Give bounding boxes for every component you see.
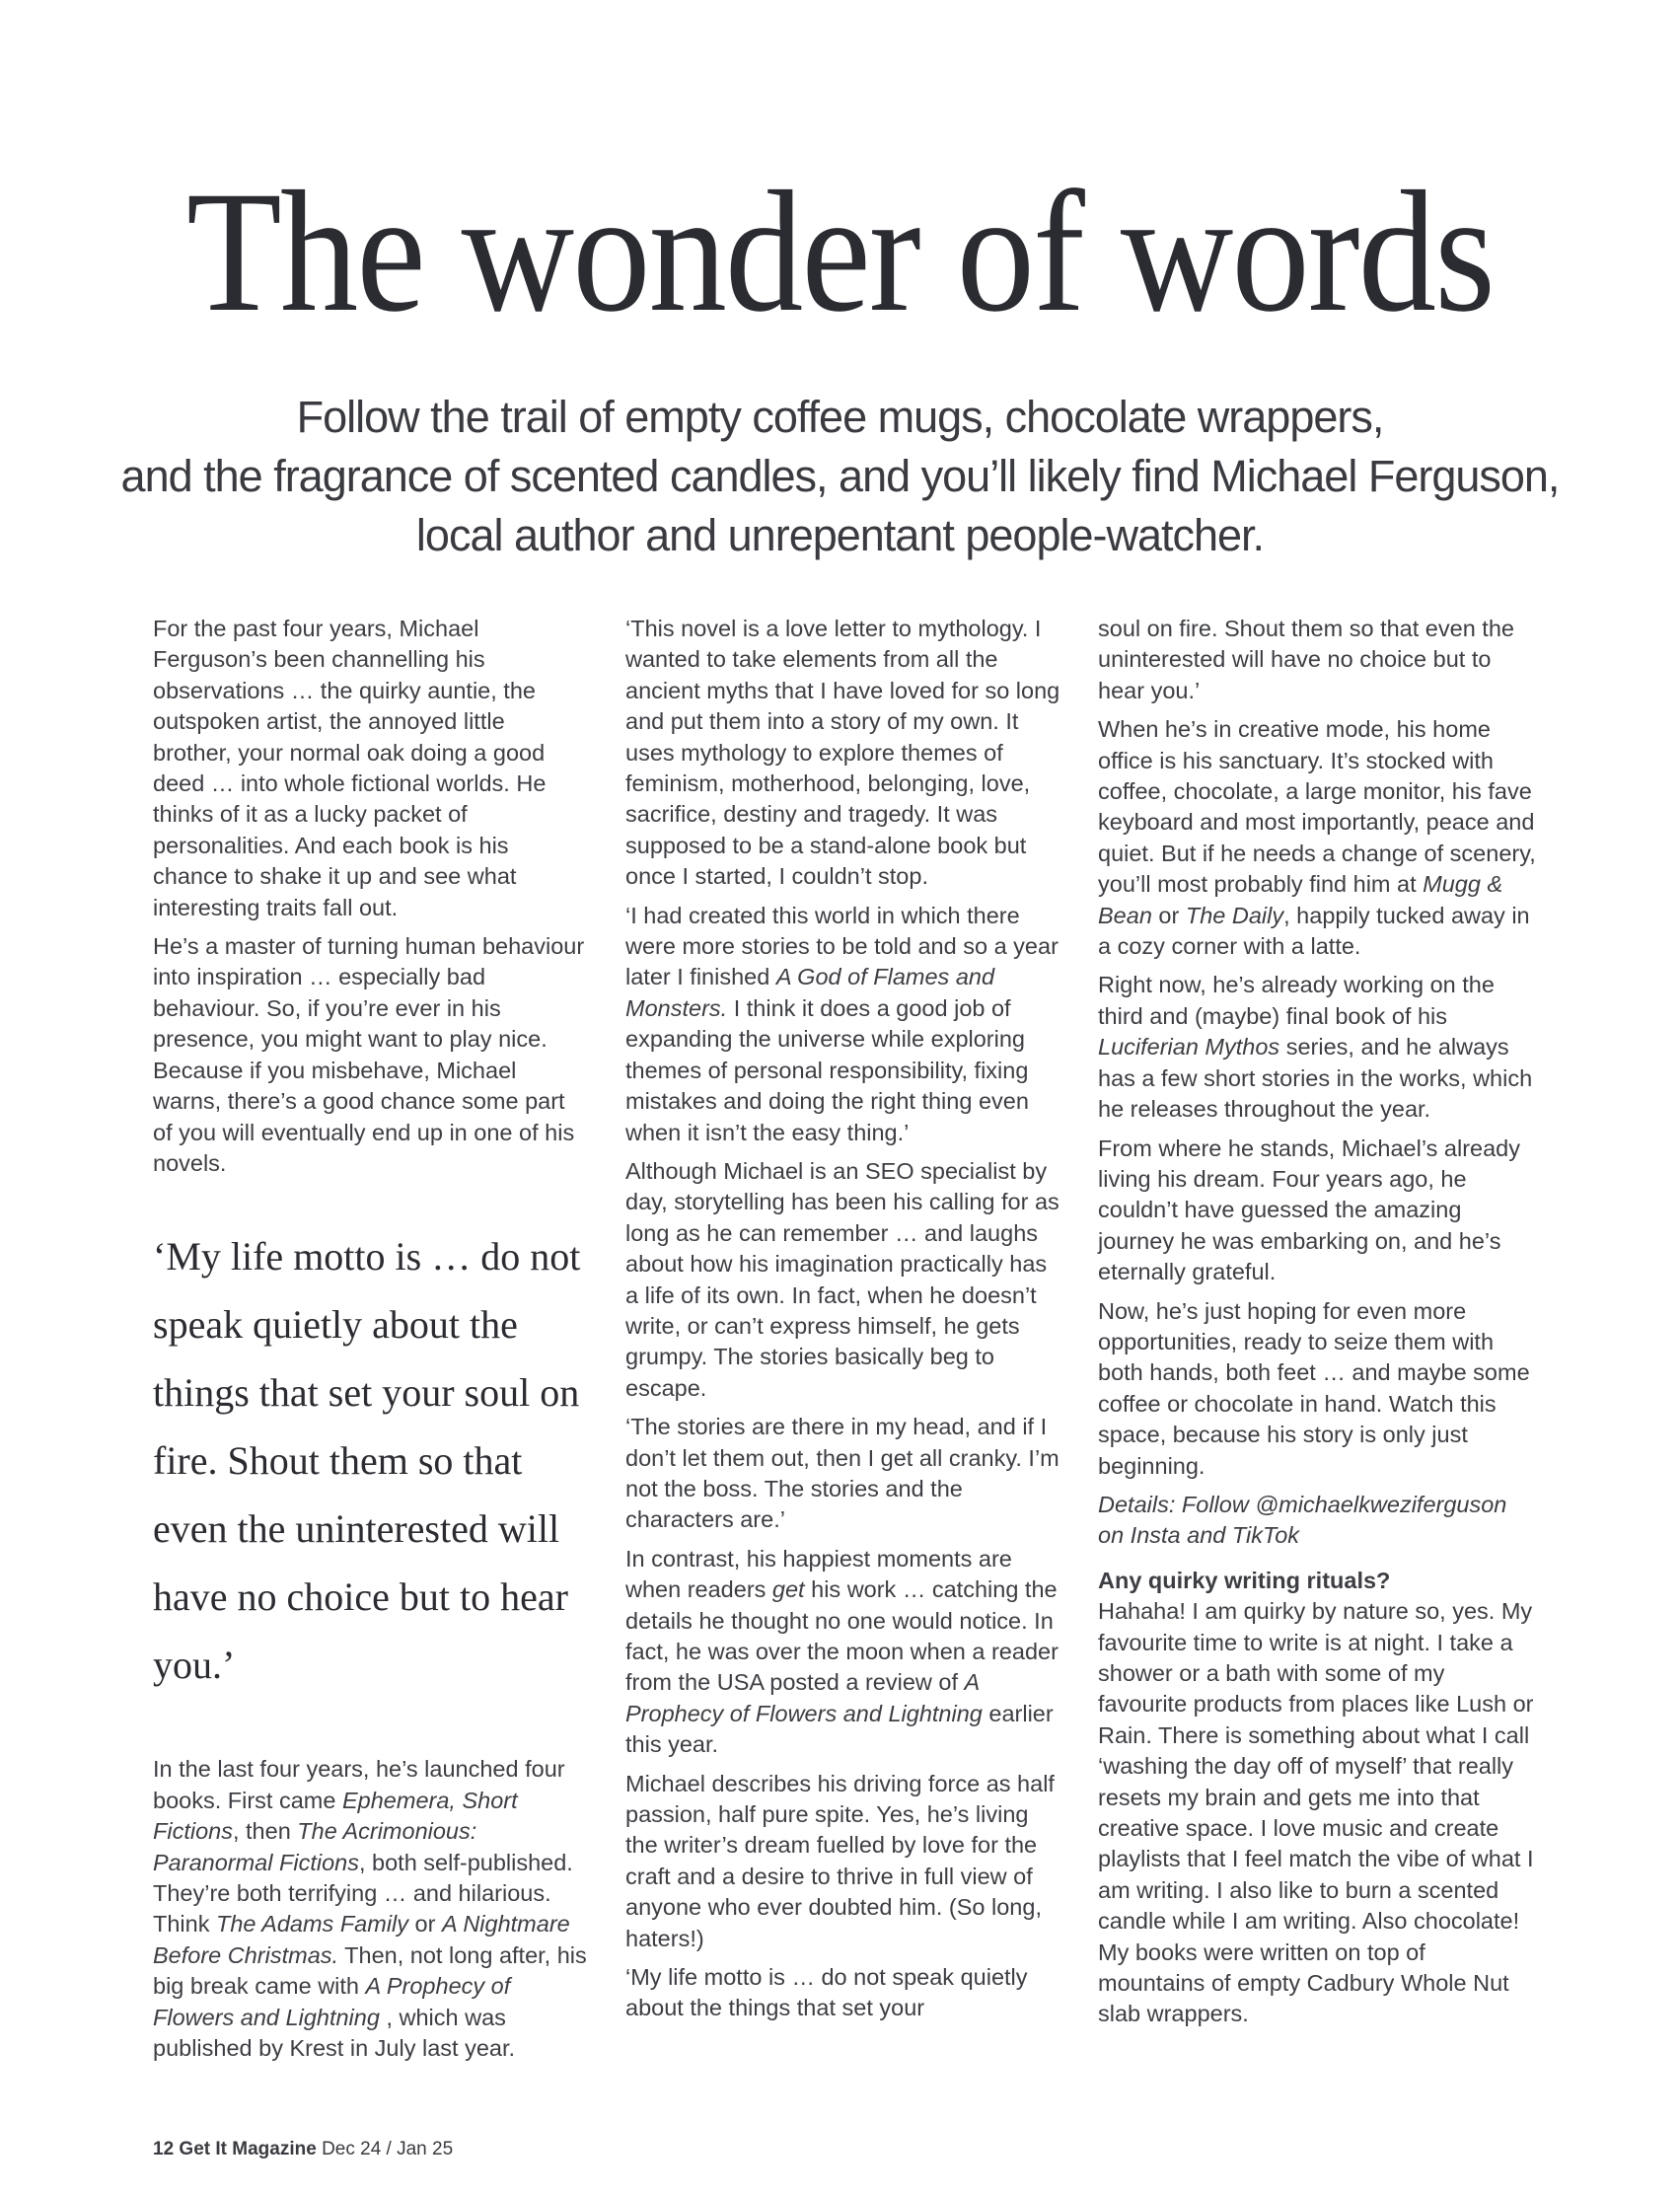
- paragraph: When he’s in creative mode, his home office is his sanctuary. It’s stocked with coffee, chocolate, a large monitor, his fave keyboard and most importantly, peace and quiet. But if he needs a change of scenery, you’ll most probably find him at Mugg & Bean or The Daily, happily tucked away in a cozy corner with a latte.: [1098, 716, 1536, 960]
- paragraph: Although Michael is an SEO specialist by day, storytelling has been his calling for as long as he can remember … and laughs about how his imagination practically has a life of its own. In fact, when he doesn’t write, or can’t express himself, he gets grumpy. The stories basically beg to escape.: [625, 1157, 1059, 1401]
- book-title: Ephemera, Short Fictions: [153, 1787, 518, 1845]
- column-1: [153, 614, 587, 2072]
- book-title: A Prophecy of Flowers and Lightning: [153, 1973, 511, 2030]
- paragraph: In the last four years, he’s launched four books. First came Ephemera, Short Fictions, then The Acrimonious: Paranormal Fictions, both self-published. They’re both terrifying … and hilarious. Think The Adams Family or A Nightmare Before Christmas. Then, not long after, his big break came with A Prophecy of Flowers and Lightning , which was published by Krest in July last year.: [153, 1756, 587, 2061]
- paragraph: ‘The stories are there in my head, and if I don’t let them out, then I get all cranky. I’m not the boss. The stories and the characters are.’: [625, 1414, 1059, 1533]
- standfirst-line: Follow the trail of empty coffee mugs, chocolate wrappers,: [296, 392, 1384, 442]
- paragraph: Now, he’s just hoping for even more opportunities, ready to seize them with both hands, both feet … and maybe some coffee or chocolate in hand. Watch this space, because his story is only just beginning.: [1098, 1297, 1530, 1479]
- standfirst-line: local author and unrepentant people-watcher.: [415, 510, 1265, 560]
- paragraph: Michael describes his driving force as half passion, half pure spite. Yes, he’s living the writer’s dream fuelled by love for the craft and a desire to thrive in full view of anyone who ever doubted him. (So long, haters!): [625, 1770, 1055, 1951]
- place-name: The Daily: [1185, 902, 1284, 928]
- paragraph: soul on fire. Shout them so that even the uninterested will have no choice but to hear you.’: [1098, 616, 1514, 703]
- book-title: The Acrimonious: Paranormal Fictions: [153, 1818, 477, 1875]
- article-title: The wonder of words: [185, 156, 1495, 348]
- pull-quote: ‘My life motto is … do not speak quietly about the things that set your soul on fire. Shout them so that even the uninterested will have no choice but to hear you.’: [153, 1234, 581, 1688]
- paragraph: ‘I had created this world in which there were more stories to be told and so a year later I finished A God of Flames and Monsters. I think it does a good job of expanding the universe while exploring themes of personal responsibility, fixing mistakes and doing the right thing even when it isn’t the easy thing.’: [625, 902, 1059, 1145]
- paragraph: ‘This novel is a love letter to mythology. I wanted to take elements from all the ancient myths that I have loved for so long and put them into a story of my own. It uses mythology to explore themes of feminism, motherhood, belonging, love, sacrifice, destiny and tragedy. It was supposed to be a stand-alone book but once I started, I couldn’t stop.: [625, 616, 1060, 890]
- details-line: Details: Follow @michaelkweziferguson on Insta and TikTok: [1098, 1491, 1507, 1549]
- book-title: A God of Flames and Monsters.: [625, 964, 995, 1021]
- column-2: [625, 614, 1065, 2032]
- paragraph: Right now, he’s already working on the third and (maybe) final book of his Luciferian Mythos series, and he always has a few short stories in the works, which he releases throughout the year.: [1098, 972, 1533, 1123]
- standfirst-line: and the fragrance of scented candles, and you’ll likely find Michael Ferguson,: [120, 451, 1560, 501]
- film-title: The Adams Family: [216, 1911, 409, 1938]
- series-title: Luciferian Mythos: [1098, 1034, 1280, 1060]
- qa-question: Any quirky writing rituals?: [1098, 1567, 1391, 1593]
- paragraph: He’s a master of turning human behaviour into inspiration … especially bad behaviour. So, if you’re ever in his presence, you might want to play nice. Because if you misbehave, Michael warns, there’s a good chance some part of you will eventually end up in one of his novels.: [153, 933, 585, 1176]
- film-title: A Nightmare Before Christmas.: [153, 1911, 570, 1968]
- qa-answer: Hahaha! I am quirky by nature so, yes. My favourite time to write is at night. I take a shower or a bath with some of my favourite products from places like Lush or Rain. There is something about what I call ‘washing the day off of myself’ that really resets my brain and gets me into that creative space. I love music and create playlists that I feel match the vibe of what I am writing. I also like to burn a scented candle while I am writing. Also chocolate! My books were written on top of mountains of empty Cadbury Whole Nut slab wrappers.: [1098, 1598, 1534, 2027]
- place-name: Mugg & Bean: [1098, 871, 1503, 928]
- paragraph: For the past four years, Michael Ferguson’s been channelling his observations … the quirky auntie, the outspoken artist, the annoyed little brother, your normal oak doing a good deed … into whole fictional worlds. He thinks of it as a lucky packet of personalities. And each book is his chance to shake it up and see what interesting traits fall out.: [153, 616, 547, 920]
- article-standfirst: [118, 388, 1562, 565]
- paragraph: In contrast, his happiest moments are when readers get his work … catching the details he thought no one would notice. In fact, he was over the moon when a reader from the USA posted a review of A Prophecy of Flowers and Lightning earlier this year.: [625, 1545, 1059, 1758]
- book-title: A Prophecy of Flowers and Lightning: [625, 1669, 983, 1726]
- magazine-name: Get It Magazine: [179, 2139, 317, 2159]
- issue-date: Dec 24 / Jan 25: [322, 2139, 454, 2159]
- emphasis: get: [771, 1576, 805, 1603]
- paragraph: ‘My life motto is … do not speak quietly about the things that set your: [625, 1964, 1028, 2021]
- paragraph: From where he stands, Michael’s already living his dream. Four years ago, he couldn’t have guessed the amazing journey he was embarking on, and he’s eternally grateful.: [1098, 1134, 1520, 1285]
- page-number: 12: [153, 2139, 175, 2159]
- page-footer: [153, 2139, 453, 2160]
- column-3: [1098, 614, 1537, 2038]
